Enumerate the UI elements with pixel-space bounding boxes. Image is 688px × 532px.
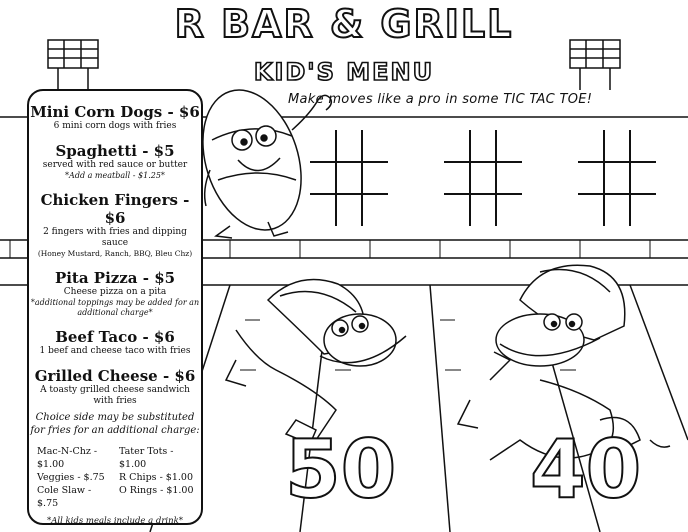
yard-number-left: 50 xyxy=(285,423,397,516)
tic-tac-toe-board[interactable] xyxy=(310,130,388,226)
menu-item xyxy=(29,328,201,357)
side-item: R Chips - $1.00 xyxy=(119,472,194,483)
menu-item xyxy=(29,142,201,181)
menu-item xyxy=(29,269,201,318)
yard-number-right: 40 xyxy=(530,423,642,516)
sides-list xyxy=(29,445,201,510)
menu-subtitle: KID'S MENU xyxy=(253,58,435,86)
side-item: Veggies - $.75 xyxy=(37,472,105,483)
menu-item-name: Beef Taco - $6 xyxy=(55,328,175,346)
menu-item-description: 2 fingers with fries and dipping sauce xyxy=(43,227,187,248)
menu-item-note: *Add a meatball - $1.25* xyxy=(65,171,165,180)
menu-item-note: (Honey Mustard, Ranch, BBQ, Bleu Chz) xyxy=(37,249,193,258)
drink-footnote: *All kids meals include a drink* xyxy=(46,516,184,526)
side-item: Cole Slaw - $.75 xyxy=(37,485,92,509)
menu-item xyxy=(29,367,201,407)
menu-panel xyxy=(27,89,203,525)
tic-tac-toe-board[interactable] xyxy=(444,130,522,226)
restaurant-title: R BAR & GRILL xyxy=(174,2,514,46)
menu-item xyxy=(29,103,201,132)
menu-item-name: Pita Pizza - $5 xyxy=(54,269,176,287)
menu-item xyxy=(29,191,201,259)
menu-item-description: 1 beef and cheese taco with fries xyxy=(39,346,191,356)
side-item: O Rings - $1.00 xyxy=(119,485,194,496)
menu-item-name: Chicken Fingers - $6 xyxy=(40,191,190,227)
side-substitution-note: Choice side may be substituted for fries for an additional charge: xyxy=(30,412,200,436)
football-player-icon xyxy=(226,280,406,444)
menu-item-description: Cheese pizza on a pita xyxy=(63,287,167,297)
menu-item-description: 6 mini corn dogs with fries xyxy=(53,121,177,131)
tic-tac-toe-board[interactable] xyxy=(578,130,656,226)
side-item: Tater Tots - $1.00 xyxy=(119,446,174,470)
menu-item-name: Mini Corn Dogs - $6 xyxy=(30,103,200,121)
menu-item-description: A toasty grilled cheese sandwich with fries xyxy=(40,385,190,406)
menu-item-name: Spaghetti - $5 xyxy=(55,142,175,160)
menu-item-name: Grilled Cheese - $6 xyxy=(34,367,196,385)
tic-tac-toe-tagline: Make moves like a pro in some TIC TAC TOE! xyxy=(288,92,593,107)
menu-item-note: *additional toppings may be added for an additional charge* xyxy=(30,298,200,317)
menu-item-description: served with red sauce or butter xyxy=(42,160,188,170)
side-item: Mac-N-Chz - $1.00 xyxy=(37,446,98,470)
